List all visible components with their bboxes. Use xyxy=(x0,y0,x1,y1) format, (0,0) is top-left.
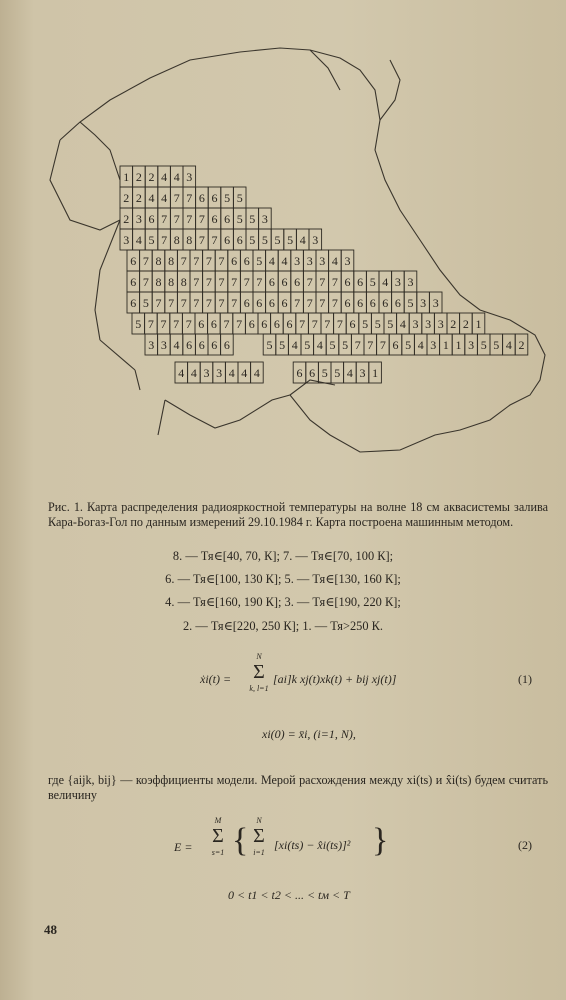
grid-cell-value: 6 xyxy=(243,254,250,268)
grid-cell-value: 7 xyxy=(299,317,306,331)
grid-cell-value: 3 xyxy=(319,254,326,268)
grid-cell-value: 7 xyxy=(173,317,180,331)
eq1-lhs: ẋi(t) = xyxy=(200,672,232,686)
grid-cell-value: 8 xyxy=(186,233,193,247)
legend-line-4: 2. — Тя∈[220, 250 К]; 1. — Тя>250 К. xyxy=(182,619,384,633)
grid-cell-value: 7 xyxy=(306,296,313,310)
grid-cell-value: 6 xyxy=(261,317,268,331)
grid-cell-value: 6 xyxy=(186,338,193,352)
grid-cell-value: 3 xyxy=(135,212,142,226)
grid-cell-value: 6 xyxy=(382,296,389,310)
eq2-inner-bottom: i=1 xyxy=(253,848,265,857)
grid-cell-value: 5 xyxy=(334,366,341,380)
grid-cell-value: 5 xyxy=(266,338,273,352)
eq1-body: [ai]k xj(t)xk(t) + bij xj(t)] xyxy=(273,672,397,686)
grid-cell-value: 3 xyxy=(420,296,427,310)
grid-cell-value: 5 xyxy=(480,338,487,352)
grid-cell-value: 4 xyxy=(228,366,235,380)
grid-cell-value: 7 xyxy=(243,275,250,289)
grid-cell-value: 6 xyxy=(309,366,316,380)
grid-cell-value: 7 xyxy=(180,254,187,268)
grid-cell-value: 5 xyxy=(374,317,381,331)
grid-cell-value: 7 xyxy=(142,275,149,289)
eq2-outer-sign: Σ xyxy=(212,825,224,847)
grid-cell-value: 4 xyxy=(135,233,142,247)
grid-cell-value: 5 xyxy=(148,233,155,247)
grid-cell-value: 3 xyxy=(407,275,414,289)
grid-cell-value: 6 xyxy=(248,317,255,331)
grid-cell-value: 4 xyxy=(190,366,197,380)
grid-cell-value: 1 xyxy=(123,170,130,184)
grid-cell-value: 5 xyxy=(236,191,243,205)
eq2-left-brace: { xyxy=(232,822,249,859)
grid-cell-value: 3 xyxy=(216,366,223,380)
karabogaz-map-figure xyxy=(40,40,550,470)
grid-cell-value: 7 xyxy=(331,275,338,289)
grid-cell-value: 8 xyxy=(155,275,162,289)
grid-cell-value: 5 xyxy=(249,233,256,247)
grid-cell-value: 1 xyxy=(372,366,379,380)
grid-cell-value: 7 xyxy=(161,233,168,247)
eq2-inner-top: N xyxy=(256,816,262,825)
grid-cell-value: 7 xyxy=(218,296,225,310)
coastline-segment xyxy=(380,60,400,120)
grid-cell-value: 7 xyxy=(218,254,225,268)
grid-cell-value: 3 xyxy=(306,254,313,268)
grid-cell-value: 4 xyxy=(241,366,248,380)
grid-cell-value: 3 xyxy=(261,212,268,226)
coastline-segment xyxy=(95,220,120,340)
grid-cell-value: 7 xyxy=(161,212,168,226)
figure-caption: Рис. 1. Карта распределения радиояркостной температуры на волне 18 см аквасистемы залива Кара-Богаз-Гол по данным измерений 29.10.1984 г. Карта построена машинным методом. xyxy=(48,500,548,529)
eq1-sum xyxy=(246,652,272,693)
grid-cell-value: 4 xyxy=(268,254,275,268)
grid-cell-value: 4 xyxy=(161,191,168,205)
grid-cell-value: 3 xyxy=(425,317,432,331)
grid-cell-value: 1 xyxy=(442,338,449,352)
grid-cell-value: 6 xyxy=(198,317,205,331)
grid-cell-value: 4 xyxy=(173,170,180,184)
grid-cell-value: 6 xyxy=(130,296,137,310)
eq2-outer-sum xyxy=(205,816,231,857)
grid-cell-value: 2 xyxy=(518,338,525,352)
grid-cell-value: 4 xyxy=(382,275,389,289)
grid-cell-value: 5 xyxy=(329,338,336,352)
grid-cell-value: 5 xyxy=(274,233,281,247)
grid-cell-value: 7 xyxy=(205,275,212,289)
grid-cell-value: 2 xyxy=(135,191,142,205)
grid-cell-value: 6 xyxy=(357,275,364,289)
grid-cell-value: 3 xyxy=(468,338,475,352)
grid-cell-value: 6 xyxy=(256,296,263,310)
grid-cell-value: 7 xyxy=(319,275,326,289)
grid-cell-value: 6 xyxy=(349,317,356,331)
grid-cell-value: 6 xyxy=(344,296,351,310)
grid-cell-value: 3 xyxy=(359,366,366,380)
grid-cell-value: 5 xyxy=(142,296,149,310)
eq2-lhs: E = xyxy=(174,840,193,854)
grid-cell-value: 6 xyxy=(243,296,250,310)
grid-cell-value: 4 xyxy=(173,338,180,352)
grid-cell-value: 4 xyxy=(417,338,424,352)
grid-cell-value: 6 xyxy=(236,233,243,247)
grid-cell-value: 7 xyxy=(198,212,205,226)
grid-cell-value: 6 xyxy=(210,317,217,331)
initial-condition: xi(0) = x̄i, (i=1, N), xyxy=(262,727,356,741)
eq1-sum-sign: Σ xyxy=(253,661,265,683)
grid-cell-value: 4 xyxy=(505,338,512,352)
grid-cell-value: 7 xyxy=(180,296,187,310)
legend-line-2: 6. — Тя∈[100, 130 К]; 5. — Тя∈[130, 160 К]; xyxy=(165,572,401,586)
grid-cell-value: 3 xyxy=(160,338,167,352)
grid-cell-value: 1 xyxy=(455,338,462,352)
grid-cell-value: 6 xyxy=(268,275,275,289)
grid-cell-value: 4 xyxy=(281,254,288,268)
grid-cell-value: 7 xyxy=(142,254,149,268)
grid-cell-value: 7 xyxy=(319,296,326,310)
grid-cell-value: 7 xyxy=(324,317,331,331)
grid-cell-value: 7 xyxy=(186,212,193,226)
grid-cell-value: 8 xyxy=(168,275,175,289)
grid-cell-value: 4 xyxy=(291,338,298,352)
grid-cell-value: 6 xyxy=(394,296,401,310)
grid-cell-value: 4 xyxy=(299,233,306,247)
grid-cell-value: 7 xyxy=(218,275,225,289)
grid-cell-value: 7 xyxy=(173,191,180,205)
grid-cell-value: 7 xyxy=(155,296,162,310)
coastline-segment xyxy=(135,370,140,390)
grid-cell-value: 7 xyxy=(193,254,200,268)
body-text: где {aijk, bij} — коэффициенты модели. Мерой расхождения между xi(ts) и x̂i(ts) будем считать величину xyxy=(48,773,548,802)
grid-cell-value: 6 xyxy=(198,338,205,352)
grid-cell-value: 7 xyxy=(256,275,263,289)
grid-cell-value: 5 xyxy=(256,254,263,268)
grid-cell-value: 7 xyxy=(311,317,318,331)
grid-cell-value: 7 xyxy=(231,296,238,310)
grid-cell-value: 5 xyxy=(287,233,294,247)
eq2-body: [xi(ts) − x̂i(ts)]² xyxy=(274,838,351,852)
grid-cell-value: 2 xyxy=(148,170,155,184)
grid-cell-value: 3 xyxy=(432,296,439,310)
coastline-segment xyxy=(80,122,120,180)
grid-cell-value: 2 xyxy=(135,170,142,184)
grid-cell-value: 3 xyxy=(430,338,437,352)
grid-cell-value: 5 xyxy=(261,233,268,247)
grid-cell-value: 6 xyxy=(224,233,231,247)
eq1-sum-top: N xyxy=(256,652,262,661)
grid-cell-value: 6 xyxy=(344,275,351,289)
grid-cell-value: 6 xyxy=(281,296,288,310)
grid-cell-value: 3 xyxy=(203,366,210,380)
grid-cell-value: 8 xyxy=(168,254,175,268)
grid-cell-value: 7 xyxy=(336,317,343,331)
grid-cell-value: 7 xyxy=(231,275,238,289)
grid-cell-value: 6 xyxy=(273,317,280,331)
grid-cell-value: 4 xyxy=(161,170,168,184)
grid-cell-value: 8 xyxy=(180,275,187,289)
grid-cell-value: 7 xyxy=(306,275,313,289)
coastline-segment xyxy=(50,140,120,230)
grid-cell-value: 6 xyxy=(294,275,301,289)
grid-cell-value: 4 xyxy=(253,366,260,380)
coastline-segment xyxy=(310,50,340,90)
grid-cell-value: 7 xyxy=(236,317,243,331)
grid-cell-value: 6 xyxy=(357,296,364,310)
grid-cell-value: 3 xyxy=(294,254,301,268)
grid-cell-value: 7 xyxy=(379,338,386,352)
grid-cell-value: 5 xyxy=(342,338,349,352)
grid-cell-value: 7 xyxy=(198,233,205,247)
grid-cell-value: 5 xyxy=(224,191,231,205)
grid-cell-value: 6 xyxy=(148,212,155,226)
grid-cell-value: 7 xyxy=(185,317,192,331)
grid-cell-value: 6 xyxy=(281,275,288,289)
grid-cell-value: 7 xyxy=(193,296,200,310)
grid-cell-value: 6 xyxy=(392,338,399,352)
coastline-segment xyxy=(158,400,165,435)
time-inequality: 0 < t1 < t2 < ... < tм < T xyxy=(228,888,350,902)
grid-cell-value: 6 xyxy=(286,317,293,331)
grid-cell-value: 2 xyxy=(123,212,130,226)
legend-line-1: 8. — Тя∈[40, 70, К]; 7. — Тя∈[70, 100 К]; xyxy=(172,549,394,563)
grid-cell-value: 4 xyxy=(399,317,406,331)
coastline-segment xyxy=(290,380,335,395)
coastline-segment xyxy=(100,340,135,370)
grid-cell-value: 3 xyxy=(437,317,444,331)
grid-cell-value: 7 xyxy=(193,275,200,289)
grid-cell-value: 6 xyxy=(211,338,218,352)
grid-cell-value: 6 xyxy=(231,254,238,268)
grid-cell-value: 7 xyxy=(160,317,167,331)
grid-cell-value: 8 xyxy=(173,233,180,247)
grid-cell-value: 7 xyxy=(331,296,338,310)
grid-cell-value: 5 xyxy=(135,317,142,331)
eq2-outer-bottom: s=1 xyxy=(211,848,225,857)
grid-cell-value: 2 xyxy=(462,317,469,331)
grid-cell-value: 6 xyxy=(211,191,218,205)
grid-cell-value: 3 xyxy=(148,338,155,352)
grid-cell-value: 3 xyxy=(312,233,319,247)
grid-cell-value: 7 xyxy=(173,212,180,226)
grid-cell-value: 3 xyxy=(186,170,193,184)
grid-cell-value: 5 xyxy=(249,212,256,226)
grid-cell-value: 5 xyxy=(304,338,311,352)
grid-cell-value: 6 xyxy=(130,254,137,268)
grid-cell-value: 7 xyxy=(223,317,230,331)
grid-cell-value: 4 xyxy=(316,338,323,352)
grid-cell-value: 6 xyxy=(224,212,231,226)
grid-cell-value: 7 xyxy=(168,296,175,310)
grid-cell-value: 4 xyxy=(346,366,353,380)
grid-cell-value: 2 xyxy=(123,191,130,205)
grid-cell-value: 5 xyxy=(369,275,376,289)
grid-cell-value: 6 xyxy=(296,366,303,380)
grid-cell-value: 5 xyxy=(387,317,394,331)
grid-cell-value: 4 xyxy=(331,254,338,268)
grid-cell-value: 6 xyxy=(130,275,137,289)
eq2-inner-sign: Σ xyxy=(253,825,265,847)
legend-line-3: 4. — Тя∈[160, 190 К]; 3. — Тя∈[190, 220 К]; xyxy=(165,595,401,609)
grid-cell-value: 7 xyxy=(205,254,212,268)
grid-cell-value: 7 xyxy=(294,296,301,310)
grid-cell-value: 2 xyxy=(450,317,457,331)
grid-cell-value: 5 xyxy=(493,338,500,352)
grid-cell-value: 6 xyxy=(369,296,376,310)
grid-cell-value: 6 xyxy=(268,296,275,310)
grid-cell-value: 8 xyxy=(155,254,162,268)
grid-cell-value: 7 xyxy=(147,317,154,331)
grid-cell-value: 5 xyxy=(405,338,412,352)
eq1-sum-bottom: k, l=1 xyxy=(249,684,269,693)
grid-cell-value: 3 xyxy=(412,317,419,331)
grid-cell-value: 5 xyxy=(362,317,369,331)
grid-cell-value: 7 xyxy=(211,233,218,247)
grid-cell-value: 3 xyxy=(344,254,351,268)
grid-cell-value: 3 xyxy=(394,275,401,289)
grid-cell-value: 7 xyxy=(186,191,193,205)
eq1-number: (1) xyxy=(518,672,532,686)
grid-cell-value: 6 xyxy=(198,191,205,205)
temperature-grid xyxy=(120,166,528,383)
grid-cell-value: 1 xyxy=(475,317,482,331)
grid-cell-value: 5 xyxy=(236,212,243,226)
grid-cell-value: 4 xyxy=(148,191,155,205)
grid-cell-value: 6 xyxy=(211,212,218,226)
eq2-right-brace: } xyxy=(372,822,389,859)
grid-cell-value: 7 xyxy=(367,338,374,352)
grid-cell-value: 5 xyxy=(279,338,286,352)
grid-cell-value: 3 xyxy=(123,233,130,247)
eq2-inner-sum xyxy=(248,816,270,857)
eq2-outer-top: M xyxy=(214,816,222,825)
grid-cell-value: 7 xyxy=(354,338,361,352)
eq2-number: (2) xyxy=(518,838,532,852)
grid-cell-value: 7 xyxy=(205,296,212,310)
grid-cell-value: 5 xyxy=(407,296,414,310)
grid-cell-value: 5 xyxy=(321,366,328,380)
grid-cell-value: 6 xyxy=(223,338,230,352)
page-number: 48 xyxy=(44,922,57,937)
grid-cell-value: 4 xyxy=(178,366,185,380)
